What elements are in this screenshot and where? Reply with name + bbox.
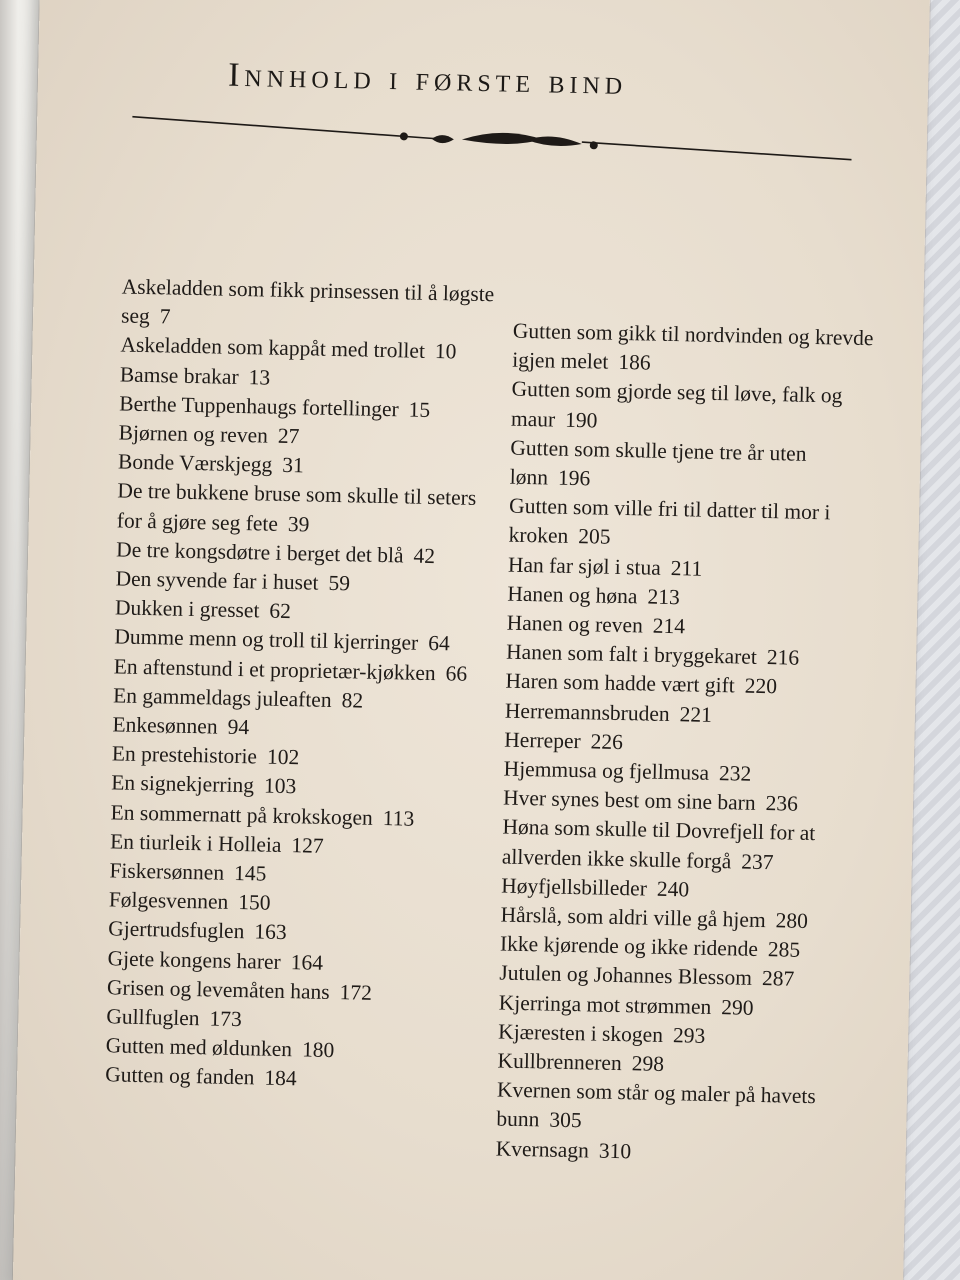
toc-entry-title: Askeladden som fikk prinsessen til å løgste seg [120,274,495,329]
toc-entry-title: Askeladden som kappåt med trollet [120,332,426,364]
toc-entry-title: Ikke kjørende og ikke ridende [499,931,759,962]
toc-entry-page: 15 [408,397,431,422]
toc-entry-page: 213 [647,584,680,610]
toc-entry-title: Hanen og høna [507,581,638,609]
toc-entry-title: Gjete kongens harer [107,945,281,974]
toc-entry-page: 190 [564,407,598,433]
toc-entry-page: 298 [631,1051,665,1077]
toc-entry [117,477,498,543]
toc-entry-page: 196 [557,465,591,491]
toc-entry-page: 66 [445,660,468,686]
toc-entry-title: Gjertrudsfuglen [108,916,245,944]
toc-entry-title: En signekjerring [111,770,255,798]
toc-entry-title: Enkesønnen [112,712,218,739]
toc-entry-page: 13 [248,364,271,390]
toc-entry-title: Følgesvennen [108,887,229,915]
toc-entry-title: Han far sjøl i stua [507,552,662,580]
toc-entry-page: 103 [263,774,297,799]
toc-entry-title: Den syvende far i huset [115,566,319,595]
toc-right-column [495,317,893,1172]
toc-entry-page: 211 [670,555,703,581]
toc-entry-page: 94 [227,714,250,740]
toc-entry-title: En gammeldags juleaften [112,683,332,712]
toc-entry-title: Kjæresten i skogen [497,1019,664,1047]
toc-entry [509,433,890,499]
toc-entry [508,492,889,558]
toc-entry-page: 64 [427,631,450,656]
toc-entry [502,813,883,879]
toc-entry-page: 226 [590,729,624,754]
toc-entry-page: 172 [339,980,373,1005]
toc-entry-title: Gutten som ville fri til datter til mor i kroken [508,493,831,549]
toc-entry-page: 310 [598,1138,632,1163]
toc-entry-page: 236 [765,791,799,816]
toc-entry-title: Gutten som skulle tjene tre år uten lønn [509,435,807,490]
toc-entry-title: Fiskersønnen [109,858,225,885]
toc-entry-page: 232 [718,761,752,786]
toc-entry-title: Gutten og fanden [104,1062,255,1090]
toc-entry [512,317,893,383]
toc-entry-title: Gutten som gjorde seg til løve, falk og maur [510,377,843,432]
toc-entry-page: 59 [328,570,351,596]
toc-entry-title: Høyfjellsbilleder [501,873,648,901]
toc-entry-page: 113 [382,805,415,831]
toc-entry-page: 220 [744,674,778,699]
toc-entry-title: Bamse brakar [119,362,239,389]
toc-entry-page: 216 [766,645,800,670]
toc-entry-page: 102 [266,744,300,770]
toc-entry-title: Gullfuglen [106,1004,200,1031]
toc-entry [496,1076,877,1142]
toc-entry-title: De tre bukkene bruse som skulle til seters for å gjøre seg fete [116,478,477,536]
toc-entry-page: 186 [618,350,651,375]
toc-entry-title: Kvernen som står og maler på havets bunn [496,1077,816,1132]
toc-entry-page: 221 [679,701,713,727]
toc-entry-page: 214 [652,613,686,639]
toc-entry-title: Høna som skulle til Dovrefjell for at allverden ikke skulle forgå [501,815,816,874]
toc-entry-page: 180 [301,1037,335,1063]
toc-entry-page: 39 [287,511,310,537]
toc-entry-title: En tiurleik i Holleia [109,829,282,857]
toc-entry-title: Berthe Tuppenhaugs fortellinger [119,391,399,422]
toc-entry-title: Herreper [504,727,581,754]
toc-entry-title: Dumme menn og troll til kjerringer [114,624,419,656]
toc-entry-page: 42 [413,543,436,568]
toc-entry-title: Grisen og levemåten hans [106,975,330,1004]
toc-entry-title: Kvernsagn [495,1136,590,1163]
toc-entry-page: 163 [254,919,287,945]
toc-entry-page: 184 [264,1066,297,1091]
toc-entry-page: 205 [578,524,611,550]
toc-entry-page: 145 [233,861,267,886]
toc-entry-title: Herremannsbruden [504,698,670,726]
toc-entry-title: Hanen og reven [506,610,644,638]
page-title: Innhold i første bind [227,56,628,102]
toc-entry-page: 7 [159,304,171,329]
toc-left-column [105,272,502,1097]
toc-entry-page: 280 [775,908,809,934]
toc-entry-page: 27 [277,423,300,449]
toc-entry-page: 164 [290,949,324,975]
toc-entry-title: Gutten som gikk til nordvinden og krevde igjen melet [512,318,874,374]
toc-entry-page: 150 [238,890,271,915]
toc-entry-title: Jutulen og Johannes Blessom [499,960,753,991]
toc-entry-title: Kjerringa mot strømmen [498,990,712,1019]
toc-entry-page: 240 [656,876,690,902]
toc-entry-page: 62 [269,598,292,624]
toc-entry-title: Hanen som falt i bryggekaret [505,639,758,670]
toc-entry-title: Gutten med øldunken [105,1033,293,1062]
toc-entry-page: 285 [767,937,801,963]
toc-entry-page: 305 [549,1108,582,1133]
toc-entry-page: 173 [209,1006,243,1032]
toc-entry-page: 287 [761,966,795,992]
toc-entry-title: Kullbrenneren [497,1048,622,1076]
toc-entry-page: 31 [282,453,305,478]
toc-entry-title: Bjørnen og reven [118,420,269,448]
toc-entry-title: Bonde Værskjegg [117,449,273,477]
toc-entry-title: En sommernatt på krokskogen [110,800,374,830]
toc-entry-page: 293 [672,1023,706,1048]
toc-entry-page: 127 [291,832,324,858]
toc-entry-title: Haren som hadde vært gift [505,669,736,698]
toc-entry [121,272,502,338]
toc-entry-page: 10 [434,339,457,364]
toc-entry-page: 237 [741,849,774,874]
toc-entry-title: Hver synes best om sine barn [502,785,756,816]
table-of-contents [104,272,902,1163]
book-page [13,0,930,1280]
toc-entry [511,375,892,441]
toc-entry-page: 82 [341,687,364,713]
toc-entry-title: En aftenstund i et proprietær-kjøkken [113,654,436,685]
toc-entry-title: En prestehistorie [111,741,258,769]
ornament-divider-icon [132,111,853,166]
toc-entry-title: Hårslå, som aldri ville gå hjem [500,902,766,933]
toc-entry-title: Dukken i gresset [114,595,260,623]
toc-entry-title: De tre kongsdøtre i berget det blå [115,537,404,568]
toc-entry-page: 290 [721,994,754,1020]
toc-entry-title: Hjemmusa og fjellmusa [503,756,710,785]
